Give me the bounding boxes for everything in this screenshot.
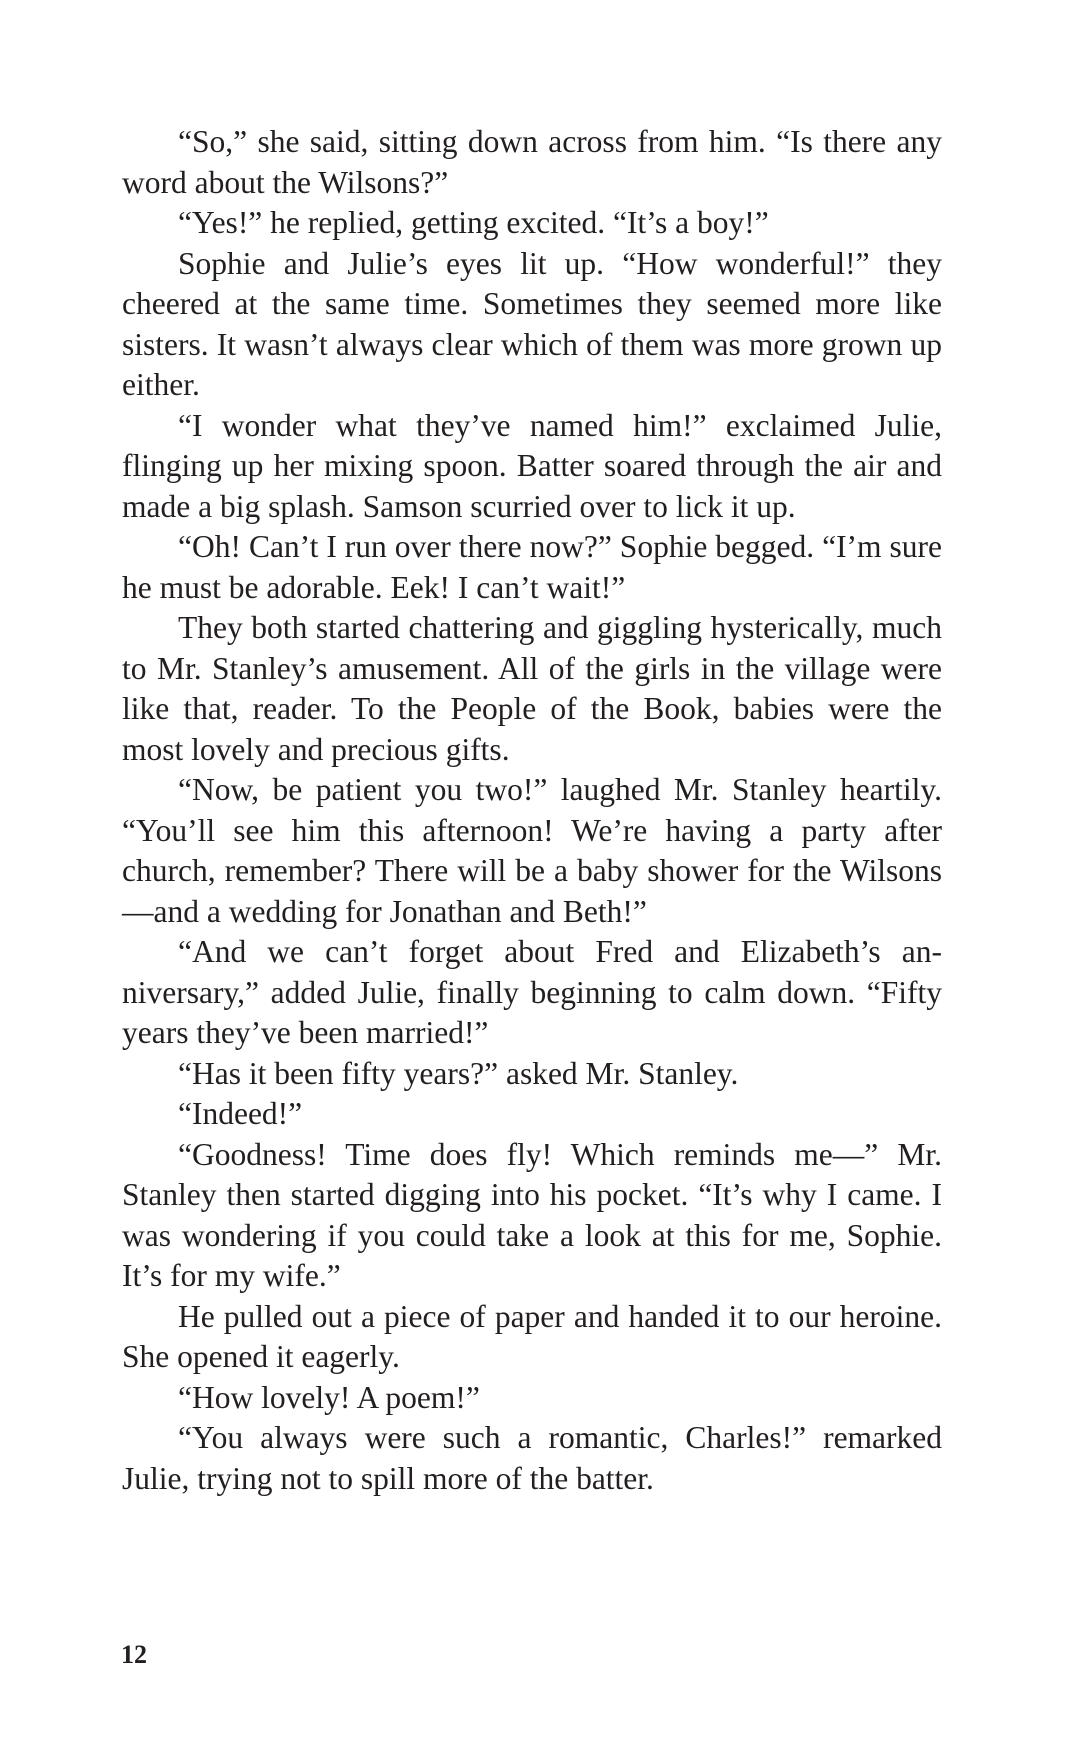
paragraph: “You always were such a romantic, Charles!” remarked Julie, trying not to spill more of the batter. (122, 1420, 942, 1496)
paragraph: He pulled out a piece of paper and handed it to our heroine. She opened it eagerly. (122, 1298, 942, 1374)
paragraph: “Indeed!” (178, 1096, 303, 1131)
paragraph: “Now, be patient you two!” laughed Mr. Stanley heartily. “You’ll see him this afternoon! We’re having a party after church, remember? There will be a baby shower for the Wilsons—and a wedding for Jonathan and Beth!” (122, 772, 942, 929)
body-text (122, 122, 942, 1499)
paragraph: “Has it been fifty years?” asked Mr. Stanley. (178, 1055, 739, 1091)
paragraph: “Oh! Can’t I run over there now?” Sophie begged. “I’m sure he must be adorable. Eek! I can’t wait!” (122, 529, 942, 605)
paragraph: “Yes!” he replied, getting excited. “It’s a boy!” (178, 205, 769, 240)
paragraph: Sophie and Julie’s eyes lit up. “How wonderful!” they cheered at the same time. Sometimes they seemed more like sisters. It wasn’t always clear which of them was more grown up either. (122, 245, 942, 402)
paragraph: “So,” she said, sitting down across from him. “Is there any word about the Wilsons?” (122, 124, 942, 200)
paragraph: They both started chattering and giggling hysterically, much to Mr. Stanley’s amusement. All of the girls in the village were like that, reader. To the People of the Book, babies were the most lovely and precious gifts. (122, 610, 942, 767)
page-number: 12 (121, 1640, 147, 1669)
paragraph: “I wonder what they’ve named him!” exclaimed Julie, flinging up her mixing spoon. Batter soared through the air and made a big splash. Samson scurried over to lick it up. (122, 407, 942, 524)
paragraph: “And we can’t forget about Fred and Elizabeth’s anniversary,” added Julie, finally beginning to calm down. “Fifty years they’ve been married!” (122, 934, 942, 1050)
paragraph: “How lovely! A poem!” (178, 1379, 480, 1415)
paragraph: “Goodness! Time does fly! Which reminds me—” Mr. Stanley then started digging into his pocket. “It’s why I came. I was wondering if you could take a look at this for me, Sophie. It’s for my wife.” (122, 1136, 942, 1293)
